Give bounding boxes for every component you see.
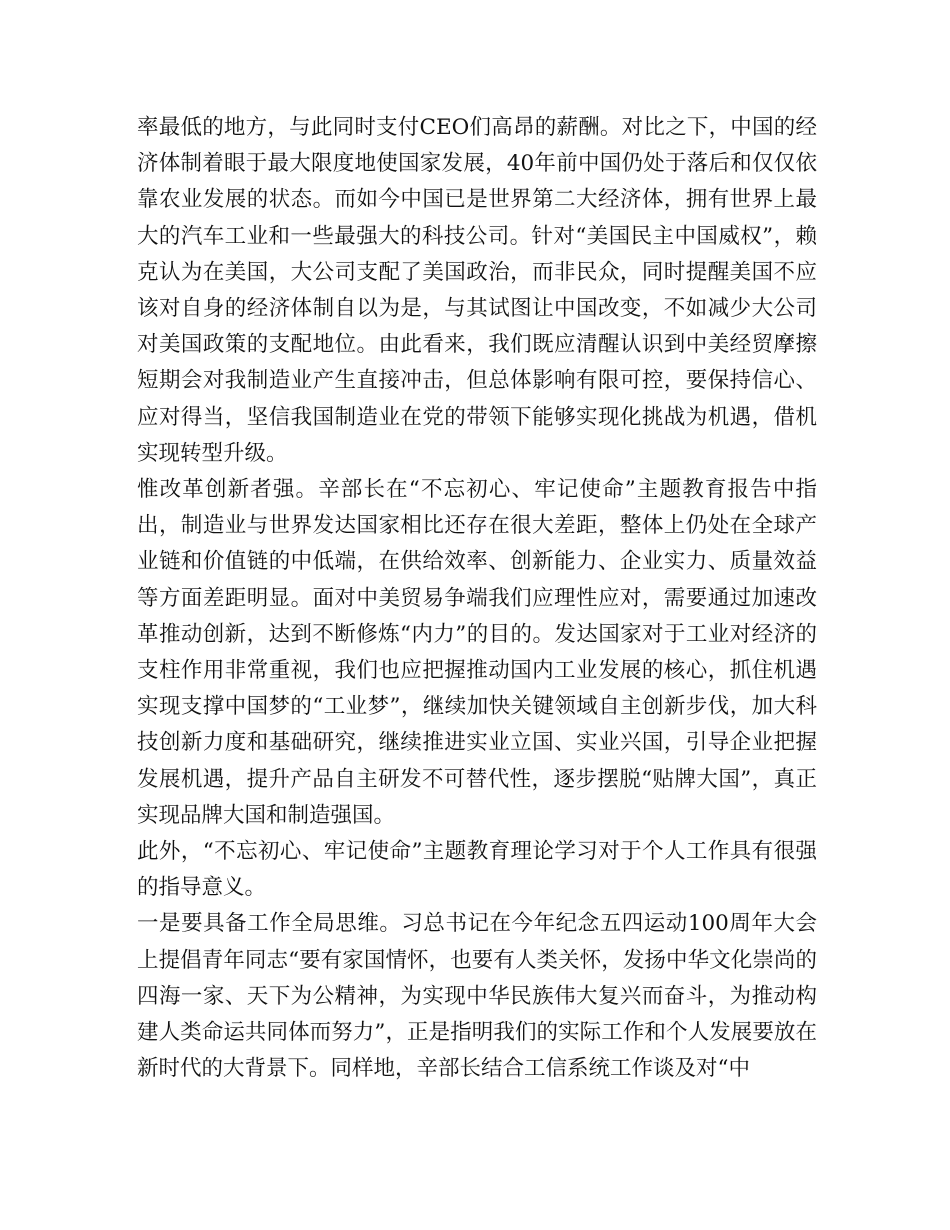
paragraph-reform-innovation: 惟改革创新者强。辛部长在“不忘初心、牢记使命”主题教育报告中指出，制造业与世界发达国家相比还存在很大差距，整体上仍处在全球产业链和价值链的中低端，在供给效率、创新能力、企业实力、质量效益等方面差距明显。面对中美贸易争端我们应理性应对，需要通过加速改革推动创新，达到不断修炼“内力”的目的。发达国家对于工业对经济的支柱作用非常重视，我们也应把握推动国内工业发展的核心，抓住机遇实现支撑中国梦的“工业梦”，继续加快关键领域自主创新步伐，加大科技创新力度和基础研究，继续推进实业立国、实业兴国，引导企业把握发展机遇，提升产品自主研发不可替代性，逐步摆脱“贴牌大国”，真正实现品牌大国和制造强国。: [137, 477, 817, 828]
paragraph-trade-comparison: 率最低的地方，与此同时支付CEO们高昂的薪酬。对比之下，中国的经济体制着眼于最大限度地使国家发展，40年前中国仍处于落后和仅仅依靠农业发展的状态。而如今中国已是世界第二大经济体，拥有世界上最大的汽车工业和一些最强大的科技公司。针对“美国民主中国威权”，赖克认为在美国，大公司支配了美国政治，而非民众，同时提醒美国不应该对自身的经济体制自以为是，与其试图让中国改变，不如减少大公司对美国政策的支配地位。由此看来，我们既应清醒认识到中美经贸摩擦短期会对我制造业产生直接冲击，但总体影响有限可控，要保持信心、应对得当，坚信我国制造业在党的带领下能够实现化挑战为机遇，借机实现转型升级。: [137, 115, 817, 466]
document-page: [137, 110, 817, 1087]
paragraph-global-thinking: 一是要具备工作全局思维。习总书记在今年纪念五四运动100周年大会上提倡青年同志“要有家国情怀，也要有人类关怀，发扬中华文化崇尚的四海一家、天下为公精神，为实现中华民族伟大复兴而奋斗，为推动构建人类命运共同体而努力”，正是指明我们的实际工作和个人发展要放在新时代的大背景下。同样地，辛部长结合工信系统工作谈及对“中: [137, 911, 817, 1082]
paragraph-theme-education: 此外，“不忘初心、牢记使命”主题教育理论学习对于个人工作具有很强的指导意义。: [137, 839, 817, 901]
